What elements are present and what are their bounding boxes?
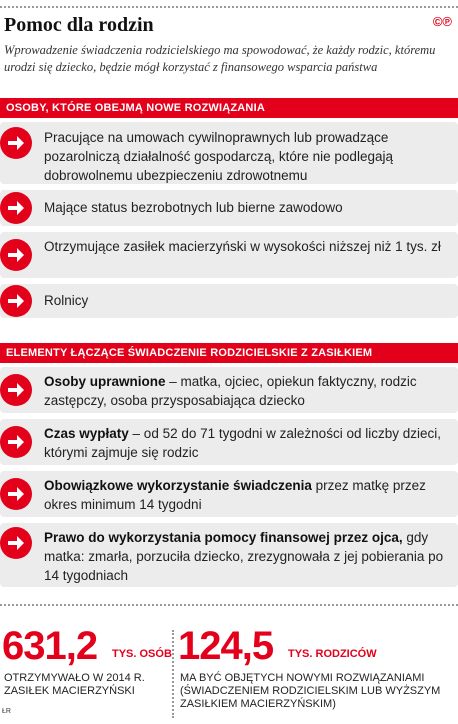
arrow-right-icon	[0, 527, 32, 559]
arrow-right-icon	[0, 478, 32, 510]
stat-number: 631,2	[2, 624, 98, 668]
arrow-right-icon	[0, 239, 32, 271]
list-item-rest: – matka, ojciec, opiekun faktyczny, rodzic zastępczy, osoba przysposabiająca dziecko	[44, 374, 417, 408]
list-item-bold: Prawo do wykorzystania pomocy finansowej przez ojca,	[44, 530, 403, 545]
list-item-text: Pracujące na umowach cywilnoprawnych lub prowadzące pozarolniczą działalność gospodarczą, które nie podlegają dobrowolnemu ubezpieczeniu zdrowotnemu	[44, 130, 393, 183]
list-item-bold: Obowiązkowe wykorzystanie świadczenia	[44, 478, 312, 493]
list-item	[0, 284, 458, 318]
section1-header: OSOBY, KTÓRE OBEJMĄ NOWE ROZWIĄZANIA	[0, 98, 458, 118]
arrow-right-icon	[0, 192, 32, 224]
list-item	[0, 419, 458, 465]
stat-description: MA BYĆ OBJĘTYCH NOWYMI ROZWIĄZANIAMI (ŚWIADCZENIEM RODZICIELSKIM LUB WYŻSZYM ZASIŁKIEM MACIERZYŃSKIM)	[180, 672, 441, 710]
list-item-text: Otrzymujące zasiłek macierzyński w wysokości niższej niż 1 tys. zł	[44, 239, 441, 254]
arrow-right-icon	[0, 426, 32, 458]
list-item-rest: gdy matka: zmarła, porzuciła dziecko, zrezygnowała z jej pobierania po 14 tygodniach	[44, 530, 444, 583]
list-item-rest: przez matkę przez okres minimum 14 tygodni	[44, 478, 426, 512]
stat-unit: TYS. RODZICÓW	[288, 648, 377, 660]
stats-vertical-divider	[172, 630, 174, 718]
list-item	[0, 367, 458, 413]
stats-divider	[0, 604, 458, 606]
source-credit: ŁR	[2, 708, 11, 715]
list-item-text	[44, 372, 450, 410]
list-item-text	[44, 424, 450, 462]
brand-logo: ©℗	[432, 14, 452, 29]
list-item-rest: – od 52 do 71 tygodni w zależności od liczby dzieci, którymi zajmuje się rodzic	[44, 426, 441, 460]
list-item	[0, 523, 458, 587]
list-item-bold: Czas wypłaty	[44, 426, 129, 441]
stat-number: 124,5	[178, 624, 274, 668]
list-item	[0, 232, 458, 278]
list-item	[0, 122, 458, 184]
arrow-right-icon	[0, 127, 32, 159]
arrow-right-icon	[0, 374, 32, 406]
list-item-text: Rolnicy	[44, 293, 89, 308]
stat-unit: TYS. OSÓB	[112, 648, 172, 660]
page-subtitle: Wprowadzenie świadczenia rodzicielskiego ma spowodować, że każdy rodzic, któremu urodzi się dziecko, będzie mógł korzystać z finansowego wsparcia państwa	[4, 43, 436, 74]
list-item-bold: Osoby uprawnione	[44, 374, 166, 389]
arrow-right-icon	[0, 285, 32, 317]
list-item-text	[44, 528, 450, 585]
list-item-text: Mające status bezrobotnych lub bierne zawodowo	[44, 200, 343, 215]
top-divider	[0, 6, 458, 8]
page-title: Pomoc dla rodzin	[4, 14, 154, 36]
list-item-text	[44, 476, 450, 514]
section2-header: ELEMENTY ŁĄCZĄCE ŚWIADCZENIE RODZICIELSKIE Z ZASIŁKIEM	[0, 343, 458, 363]
list-item	[0, 471, 458, 517]
stat-description: OTRZYMYWAŁO W 2014 R. ZASIŁEK MACIERZYŃSKI	[4, 672, 145, 697]
list-item	[0, 190, 458, 226]
